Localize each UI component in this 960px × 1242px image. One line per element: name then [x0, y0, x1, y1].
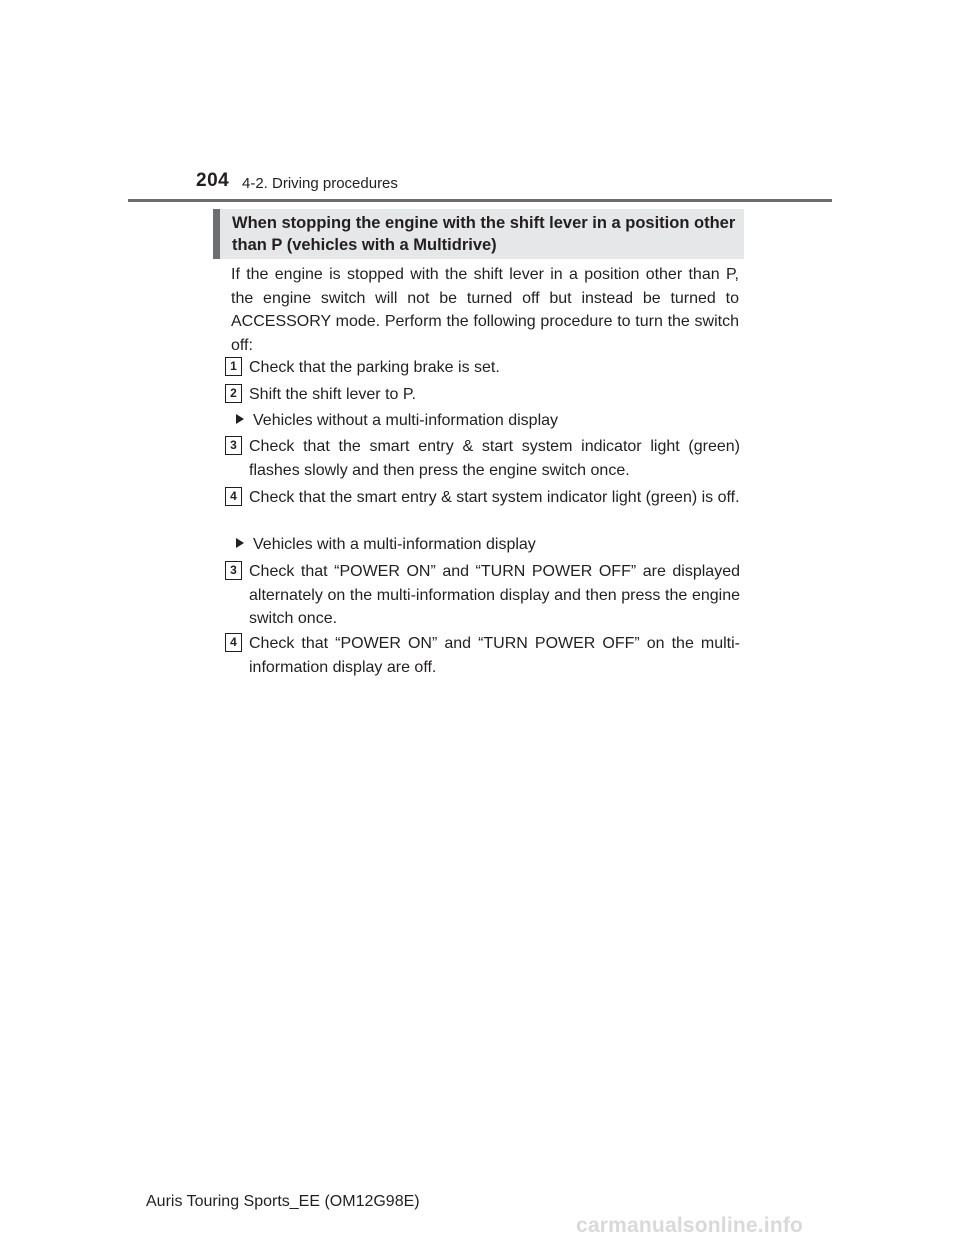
heading-box	[213, 209, 744, 259]
step-text: Check that “POWER ON” and “TURN POWER OFF” on the multi-information display are off.	[249, 635, 740, 676]
step-number-badge: 4	[225, 633, 242, 652]
step-number-badge: 4	[225, 487, 242, 506]
bullet-label: Vehicles without a multi-information display	[253, 412, 559, 429]
section-title: 4-2. Driving procedures	[242, 175, 398, 192]
step-3-with-display	[225, 560, 740, 631]
bullet-without-display	[231, 409, 739, 433]
step-number-badge: 1	[225, 357, 242, 376]
step-number-badge: 3	[225, 436, 242, 455]
intro-paragraph: If the engine is stopped with the shift lever in a position other than P, the engine switch will not be turned off but instead be turned to ACCESSORY mode. Perform the following procedure to turn the switch off:	[231, 266, 739, 354]
step-number-badge: 2	[225, 384, 242, 403]
header-divider	[128, 199, 832, 202]
arrow-bullet-icon	[236, 538, 244, 548]
page-number: 204	[196, 170, 230, 191]
step-1	[225, 356, 740, 380]
bullet-with-display	[231, 533, 739, 557]
step-text: Check that the parking brake is set.	[249, 359, 500, 376]
heading-text: When stopping the engine with the shift lever in a position other than P (vehicles with a Multidrive)	[232, 214, 736, 254]
step-text: Check that the smart entry & start system indicator light (green) is off.	[249, 489, 740, 506]
step-4-without-display	[225, 486, 740, 510]
footer-model-name: Auris Touring Sports_EE (OM12G98E)	[146, 1193, 420, 1210]
step-text: Shift the shift lever to P.	[249, 386, 416, 403]
step-2	[225, 383, 740, 407]
step-4-with-display	[225, 632, 740, 679]
step-number-badge: 3	[225, 561, 242, 580]
step-3-without-display	[225, 435, 740, 482]
step-text: Check that the smart entry & start system indicator light (green) flashes slowly and then press the engine switch once.	[249, 438, 740, 479]
step-text: Check that “POWER ON” and “TURN POWER OFF” are displayed alternately on the multi-information display and then press the engine switch once.	[249, 563, 740, 627]
arrow-bullet-icon	[236, 414, 244, 424]
bullet-label: Vehicles with a multi-information display	[253, 536, 536, 553]
watermark: carmanualsonline.info	[576, 1214, 804, 1237]
